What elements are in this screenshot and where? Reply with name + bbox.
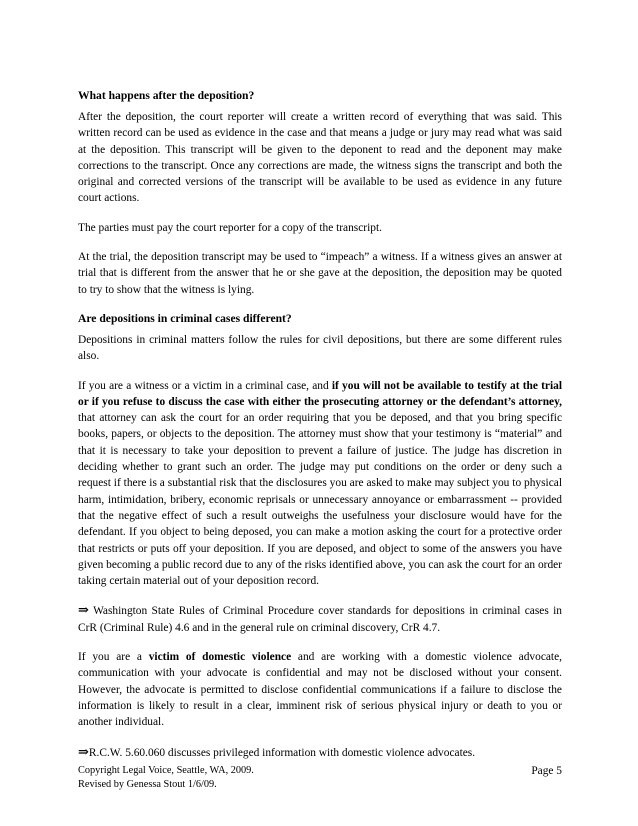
arrow-right-icon: ⇒ (78, 602, 89, 618)
document-page (78, 88, 562, 774)
bold-text-segment: if you will not be available to testify at the trial or if you refuse to discuss the case with either the prosecuting attorney or the defendant’s attorney, (78, 379, 562, 408)
section-heading-criminal-cases: Are depositions in criminal cases different? (78, 311, 292, 325)
paragraph-written-record: After the deposition, the court reporter will create a written record of everything that was said. This written record can be used as evidence in the case and that means a judge or jury may read what was said at the deposition. This transcript will be given to the deponent to read and the deponent may make corrections to the transcript. Once any corrections are made, the witness signs the transcript and both the original and corrected versions of the transcript will be available to be used as evidence in any future court actions. (78, 111, 562, 205)
text-segment: Washington State Rules of Criminal Procedure cover standards for depositions in criminal cases in CrR (Criminal Rule) 4.6 and in the general rule on criminal discovery, CrR 4.7. (78, 605, 562, 634)
text-segment: that attorney can ask the court for an order requiring that you be deposed, and that you bring specific books, papers, or objects to the deposition. The attorney must show that your testimony is “material” and that it is necessary to take your deposition to prevent a failure of justice. The judge has discretion in deciding whether to grant such an order. The judge may put conditions on the order or deny such a request if there is a substantial risk that the disclosures you are asked to make may subject you to physical harm, intimidation, bribery, economic reprisals or unnecessary annoyance or embarrassment -- provided that the negative effect of such a result outweighs the usefulness your disclosure would have for the defendant. If you object to being deposed, you can make a motion asking the court for a protective order that restricts or puts off your deposition. If you are deposed, and object to some of the answers you have given becoming a public record due to any of the risks identified above, you can ask the court for an order taking certain material out of your deposition record. (78, 412, 562, 588)
page-footer (78, 764, 562, 792)
paragraph-witness-victim (78, 378, 562, 590)
footer-copyright: Copyright Legal Voice, Seattle, WA, 2009. (78, 765, 254, 776)
text-segment: R.C.W. 5.60.060 discusses privileged information with domestic violence advocates. (88, 746, 476, 759)
paragraph-washington-rules (78, 602, 562, 636)
text-segment: If you are a witness or a victim in a criminal case, and (78, 379, 332, 392)
text-segment: and are working with a domestic violence advocate, communication with your advocate is confidential and may not be disclosed without your consent. However, the advocate is permitted to disclose confidential communications if a failure to disclose the information is likely to result in a clear, imminent risk of serious physical injury or death to you or another individual. (78, 651, 562, 729)
paragraph-pay-reporter: The parties must pay the court reporter for a copy of the transcript. (78, 221, 382, 234)
footer-revised: Revised by Genessa Stout 1/6/09. (78, 779, 217, 790)
arrow-right-icon: ⇒ (78, 743, 89, 759)
text-segment: If you are a (78, 651, 149, 664)
paragraph-rcw (78, 744, 562, 761)
paragraph-domestic-violence (78, 649, 562, 730)
paragraph-impeach: At the trial, the deposition transcript may be used to “impeach” a witness. If a witness gives an answer at trial that is different from the answer that he or she gave at the deposition, the deposition may be quoted to try to show that the witness is lying. (78, 251, 562, 296)
page-number: Page 5 (531, 765, 562, 777)
section-heading-after-deposition: What happens after the deposition? (78, 89, 255, 102)
bold-text-segment: victim of domestic violence (148, 651, 292, 664)
paragraph-criminal-rules: Depositions in criminal matters follow the rules for civil depositions, but there are some different rules also. (78, 333, 562, 363)
